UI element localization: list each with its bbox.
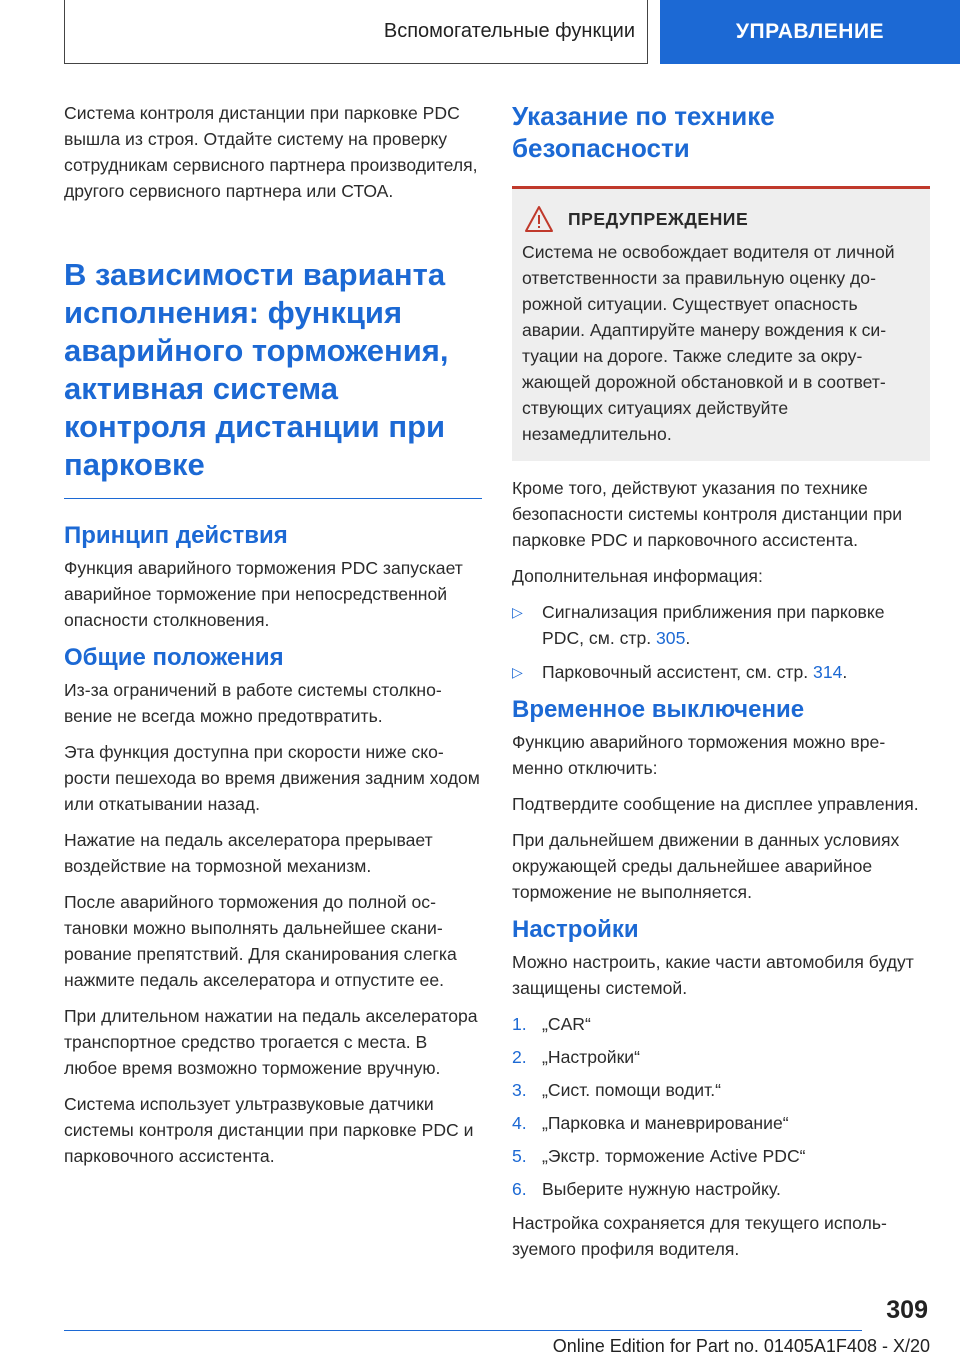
warning-title: ПРЕДУПРЕЖДЕНИЕ	[568, 208, 749, 229]
page-link-314[interactable]: 314	[813, 662, 843, 682]
step-number: 2.	[512, 1047, 527, 1067]
reference-text: Парковочный ассистент, см. стр.	[542, 662, 814, 682]
general-paragraph-5: При длительном нажатии на педаль акселератора транспортное средство трогается с места. В любое время возможно торможение вручную.	[64, 1006, 478, 1078]
reference-end: .	[842, 662, 848, 682]
intro-paragraph: Система контроля дистанции при парковке PDC вышла из строя. Отдайте систему на проверку сотрудникам сервисного партнера производителя, другого сервисного партнера или СТОА.	[64, 103, 478, 201]
temp-off-heading: Временное выключение	[512, 696, 805, 723]
step-number: 5.	[512, 1146, 527, 1166]
step-text: „CAR“	[542, 1014, 591, 1034]
safety-paragraph: Кроме того, действуют указания по технике безопасности системы контроля дистанции при парковке PDC и парковочного ассистента.	[512, 478, 903, 550]
warning-triangle-icon	[524, 205, 554, 233]
step-number: 4.	[512, 1113, 527, 1133]
safety-heading: Указание по технике безопасности	[512, 101, 775, 163]
list-item	[512, 1044, 930, 1070]
step-number: 1.	[512, 1014, 527, 1034]
step-text: „Парковка и маневрирование“	[542, 1113, 789, 1133]
step-number: 3.	[512, 1080, 527, 1100]
chapter-title: В зависимости варианта исполнения: функция аварийного торможения, активная система контроля дистанции при парковке	[64, 257, 449, 482]
list-item	[512, 1143, 930, 1169]
principle-heading: Принцип действия	[64, 522, 288, 549]
left-column	[64, 100, 482, 1179]
triangle-bullet-icon: ▷	[512, 604, 523, 620]
list-item	[512, 1110, 930, 1136]
list-item	[512, 599, 930, 651]
footer-edition: Online Edition for Part no. 01405A1F408 - X/20	[552, 1336, 930, 1356]
general-paragraph-4: После аварийного торможения до полной остановки можно выполнять дальнейшее сканирование препятствий. Для сканирования слегка нажмите педаль акселератора и отпустите ее.	[64, 892, 457, 990]
general-paragraph-1: Из-за ограничений в работе системы столкновение не всегда можно предотвратить.	[64, 680, 442, 726]
principle-paragraph: Функция аварийного торможения PDC запускает аварийное торможение при непосредственной опасности столкновения.	[64, 558, 463, 630]
header-chapter-label: УПРАВЛЕНИЕ	[735, 20, 885, 43]
more-info-label: Дополнительная информация:	[512, 566, 763, 586]
step-text: „Сист. помощи водит.“	[542, 1080, 721, 1100]
reference-text: Сигнализация приближения при парковке PDC, см. стр.	[542, 602, 885, 648]
settings-steps	[512, 1011, 930, 1202]
step-number: 6.	[512, 1179, 527, 1199]
header-section-label: Вспомогательные функции	[383, 20, 635, 42]
general-paragraph-2: Эта функция доступна при скорости ниже скорости пешехода во время движения задним ходом или откатывании назад.	[64, 742, 480, 814]
general-paragraph-6: Система использует ультразвуковые датчики системы контроля дистанции при парковке PDC и парковочного ассистента.	[64, 1094, 474, 1166]
header-chapter	[660, 0, 960, 64]
warning-box	[512, 186, 930, 461]
page-number: 309	[886, 1296, 928, 1324]
reference-end: .	[685, 628, 691, 648]
settings-paragraph-1: Можно настроить, какие части автомобиля будут защищены системой.	[512, 952, 914, 998]
general-heading: Общие положения	[64, 644, 284, 671]
list-item	[512, 1077, 930, 1103]
right-column	[512, 100, 930, 1272]
list-item	[512, 659, 930, 685]
header-section	[64, 0, 648, 64]
temp-off-paragraph-1: Функцию аварийного торможения можно временно отключить:	[512, 732, 886, 778]
step-text: Выберите нужную настройку.	[542, 1179, 781, 1199]
triangle-bullet-icon: ▷	[512, 664, 523, 680]
step-text: „Настройки“	[542, 1047, 640, 1067]
step-text: „Экстр. торможение Active PDC“	[542, 1146, 806, 1166]
settings-heading: Настройки	[512, 916, 639, 943]
list-item	[512, 1176, 930, 1202]
footer-divider	[64, 1330, 862, 1331]
title-divider	[64, 498, 482, 499]
temp-off-paragraph-2: Подтвердите сообщение на дисплее управления.	[512, 794, 919, 814]
settings-paragraph-2: Настройка сохраняется для текущего используемого профиля водителя.	[512, 1213, 887, 1259]
warning-title-row	[522, 205, 920, 233]
temp-off-paragraph-3: При дальнейшем движении в данных условиях окружающей среды дальнейшее аварийное торможение не выполняется.	[512, 830, 900, 902]
page-link-305[interactable]: 305	[656, 628, 686, 648]
list-item	[512, 1011, 930, 1037]
general-paragraph-3: Нажатие на педаль акселератора прерывает воздействие на тормозной механизм.	[64, 830, 433, 876]
reference-list	[512, 599, 930, 685]
warning-text: Система не освобождает водителя от личной ответственности за правильную оценку дорожной ситуации. Существует опасность аварии. Адаптируйте манеру вождения к ситуации на дороге. Также следите за окружающей дорожной обстановкой и в соответствующих ситуациях действуйте незамедлительно.	[522, 242, 895, 444]
